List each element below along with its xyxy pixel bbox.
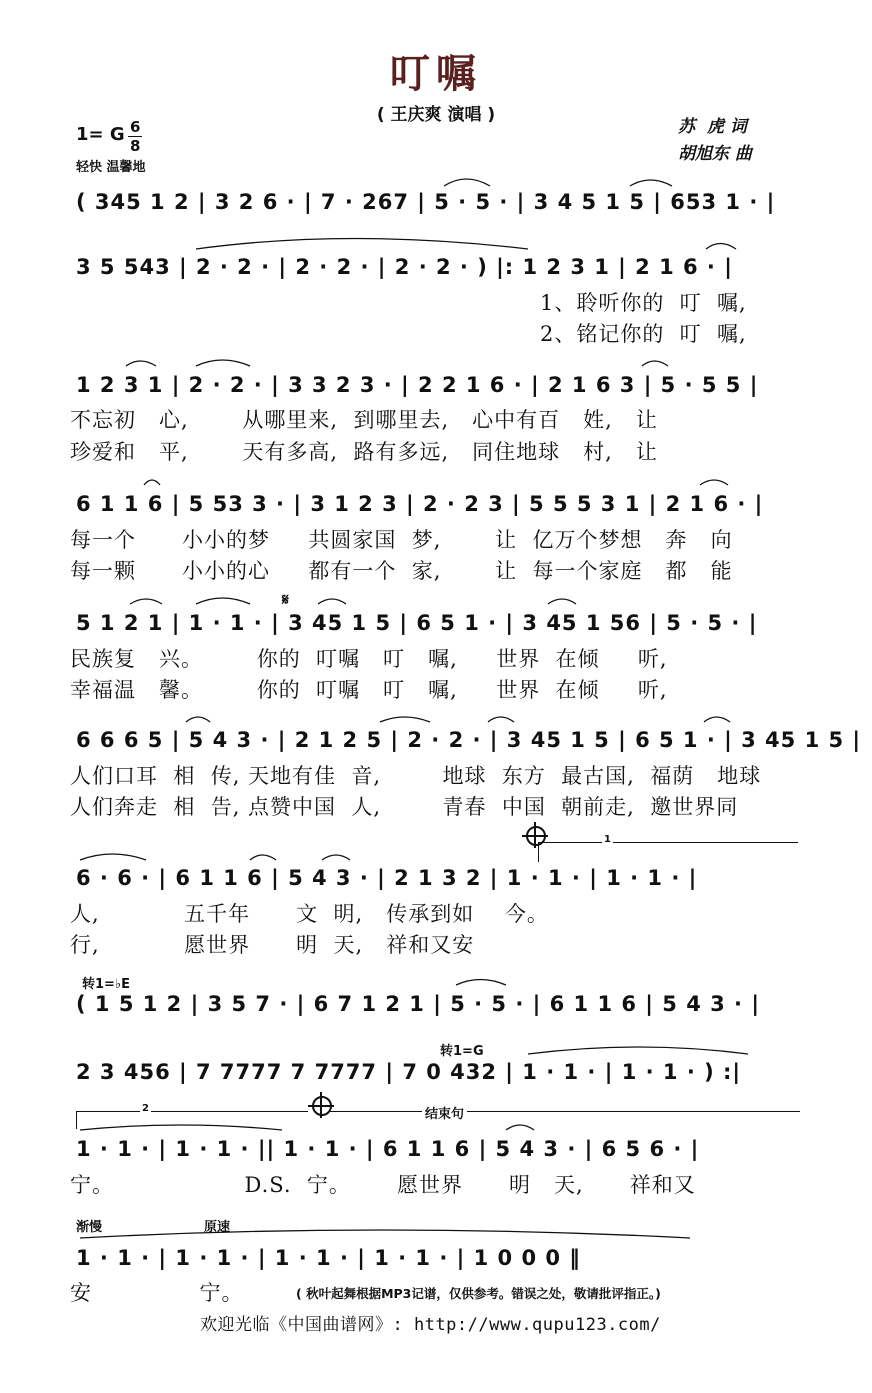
- slur-arc: [700, 480, 728, 485]
- lyrics-row-11: 安 宁。: [70, 1281, 244, 1305]
- notation-row-9: 2 3 456 | 7 7777 7 7777 | 7 0 432 | 1 · 1 · | 1 · 1 · ) :|: [76, 1060, 742, 1084]
- lyrics-row-7-verse-2: 行, 愿世界 明 天, 祥和又安: [70, 933, 475, 957]
- time-signature-top: 6: [130, 118, 141, 136]
- time-signature-bottom: 8: [130, 137, 141, 155]
- notation-row-4: 6 1 1 6 | 5 53 3 · | 3 1 2 3 | 2 · 2 3 | 5 5 5 3 1 | 2 1 6 · |: [76, 492, 764, 516]
- volta-1-number: 1: [604, 834, 611, 845]
- slur-arc: [130, 599, 162, 604]
- slur-arc: [80, 854, 146, 860]
- notation-row-10: 1 · 1 · | 1 · 1 · || 1 · 1 · | 6 1 1 6 | 5 4 3 · | 6 5 6 · |: [76, 1137, 700, 1161]
- notation-row-2: 3 5 543 | 2 · 2 · | 2 · 2 · | 2 · 2 · ) |: 1 2 3 1 | 2 1 6 · |: [76, 255, 733, 279]
- slur-arc: [706, 244, 736, 250]
- key-signature: 1= G: [76, 124, 125, 145]
- lyrics-row-3-verse-1: 不忘初 心, 从哪里来, 到哪里去, 心中有百 姓, 让: [70, 408, 658, 432]
- slur-arc: [196, 239, 528, 250]
- performer-line: ( 王庆爽 演唱 ): [376, 105, 496, 125]
- slur-arc: [380, 717, 430, 722]
- lyrics-row-10: 宁。 D.S. 宁。 愿世界 明 天, 祥和又: [70, 1173, 696, 1197]
- segno-sign: 𝄋: [282, 590, 289, 609]
- slur-arc: [548, 599, 576, 604]
- lyrics-row-4-verse-2: 每一颗 小小的心 都有一个 家, 让 每一个家庭 都 能: [70, 559, 733, 583]
- slur-arc: [196, 360, 250, 366]
- song-title: 叮嘱: [390, 51, 482, 97]
- slur-arc: [144, 480, 160, 485]
- slur-arc: [528, 1047, 748, 1054]
- tempo-marking: 轻快 温馨地: [76, 160, 146, 175]
- slur-arc: [126, 361, 156, 366]
- lyrics-row-3-verse-2: 珍爱和 平, 天有多高, 路有多远, 同住地球 村, 让: [70, 440, 658, 464]
- volta-2-number: 2: [142, 1103, 149, 1114]
- ritardando-marking: 渐慢: [76, 1220, 103, 1235]
- notation-row-7: 6 · 6 · | 6 1 1 6 | 5 4 3 · | 2 1 3 2 | 1 · 1 · | 1 · 1 · |: [76, 866, 698, 890]
- slur-arc: [630, 180, 672, 186]
- transcription-note: ( 秋叶起舞根据MP3记谱，仅供参考。错误之处，敬请批评指正。): [296, 1286, 661, 1301]
- slur-arc: [506, 1125, 534, 1130]
- source-footer: 欢迎光临《中国曲谱网》: http://www.qupu123.com/: [200, 1315, 661, 1335]
- lyrics-row-5-verse-2: 幸福温 馨。 你的 叮嘱 叮 嘱, 世界 在倾 听,: [70, 678, 668, 702]
- notation-row-8: ( 1 5 1 2 | 3 5 7 · | 6 7 1 2 1 | 5 · 5 · | 6 1 1 6 | 5 4 3 · |: [76, 992, 761, 1016]
- notation-row-11: 1 · 1 · | 1 · 1 · | 1 · 1 · | 1 · 1 · | 1 0 0 0 ‖: [76, 1246, 581, 1270]
- modulation-g: 转1=G: [440, 1044, 484, 1059]
- lyricist-credit: 苏 虎 词: [678, 117, 747, 137]
- slur-arc: [80, 1125, 282, 1130]
- slur-arc: [250, 855, 276, 860]
- composer-credit: 胡旭东 曲: [678, 144, 752, 164]
- notation-row-3: 1 2 3 1 | 2 · 2 · | 3 3 2 3 · | 2 2 1 6 · | 2 1 6 3 | 5 · 5 5 |: [76, 373, 759, 397]
- slur-arc: [322, 855, 350, 860]
- lyrics-row-2-verse-1: 1、聆听你的 叮 嘱,: [540, 291, 747, 315]
- lyrics-row-6-verse-2: 人们奔走 相 告, 点赞中国 人, 青春 中国 朝前走, 邀世界同: [70, 795, 739, 819]
- lyrics-row-5-verse-1: 民族复 兴。 你的 叮嘱 叮 嘱, 世界 在倾 听,: [70, 647, 668, 671]
- slur-arc: [488, 717, 514, 722]
- lyrics-row-4-verse-1: 每一个 小小的梦 共圆家国 梦, 让 亿万个梦想 奔 向: [70, 528, 733, 552]
- lyrics-row-7-verse-1: 人, 五千年 文 明, 传承到如 今。: [70, 902, 549, 926]
- slur-arc: [318, 599, 346, 604]
- notation-row-1: ( 345 1 2 | 3 2 6 · | 7 · 267 | 5 · 5 · | 3 4 5 1 5 | 653 1 · |: [76, 190, 776, 214]
- slur-arc: [704, 717, 730, 722]
- a-tempo-marking: 原速: [204, 1220, 231, 1235]
- modulation-e-flat: 转1=♭E: [82, 977, 130, 992]
- slur-arc: [80, 1230, 690, 1238]
- lyrics-row-6-verse-1: 人们口耳 相 传, 天地有佳 音, 地球 东方 最古国, 福荫 地球: [70, 764, 762, 788]
- notation-row-6: 6 6 6 5 | 5 4 3 · | 2 1 2 5 | 2 · 2 · | 3 45 1 5 | 6 5 1 · | 3 45 1 5 |: [76, 728, 862, 752]
- slur-arc: [186, 717, 210, 722]
- ending-label: 结束句: [422, 1103, 467, 1122]
- lyrics-row-2-verse-2: 2、铭记你的 叮 嘱,: [540, 322, 747, 346]
- slur-arc: [456, 980, 506, 986]
- slur-arc: [642, 361, 668, 366]
- slur-arc: [196, 598, 250, 604]
- notation-row-5: 5 1 2 1 | 1 · 1 · | 3 45 1 5 | 6 5 1 · | 3 45 1 56 | 5 · 5 · |: [76, 611, 758, 635]
- slur-arc: [444, 179, 490, 186]
